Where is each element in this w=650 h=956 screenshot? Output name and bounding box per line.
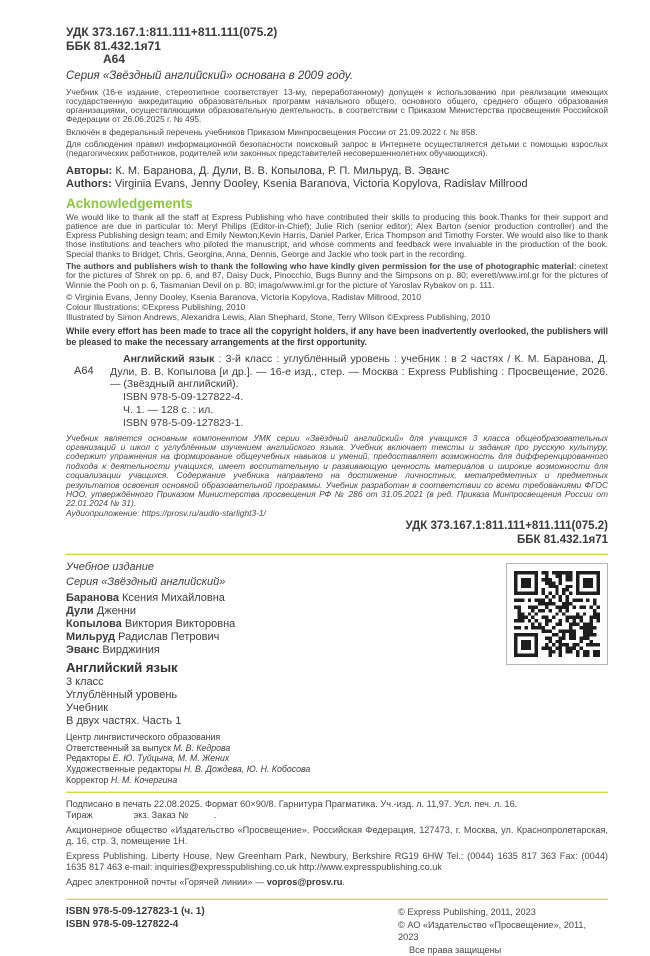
edition-kind: Учебное издание bbox=[66, 561, 154, 574]
hotline-period: . bbox=[342, 877, 345, 888]
credit-role: Редакторы bbox=[66, 753, 113, 764]
footer-section bbox=[66, 906, 608, 956]
qr-code bbox=[506, 563, 608, 665]
bibliographic-codes bbox=[66, 26, 608, 67]
authors-block bbox=[66, 165, 608, 191]
print-info-line: Подписано в печать 22.08.2025. Формат 60×90/8. Гарнитура Прагматика. Уч.-изд. л. 11,97. Усл. печ. л. 16. bbox=[66, 799, 518, 810]
footer-isbn-full: ISBN 978-5-09-127822-4 bbox=[66, 918, 179, 930]
photo-permission-paragraph bbox=[66, 262, 608, 290]
print-run-line: Тираж экз. Заказ № . bbox=[66, 810, 217, 821]
author-surname: Баранова bbox=[66, 592, 119, 605]
bbk-code: ББК 81.432.1я71 bbox=[66, 38, 161, 53]
hotline-label: Адрес электронной почты «Горячей линии» — bbox=[66, 877, 267, 888]
author-name: Дженни bbox=[93, 605, 136, 618]
catalog-lead bbox=[110, 353, 608, 391]
credit-role: Ответственный за выпуск bbox=[66, 742, 174, 753]
credit-line bbox=[66, 743, 608, 754]
divider-rule-3 bbox=[66, 898, 608, 900]
authors-ru-label: Авторы: bbox=[66, 164, 113, 177]
divider-rule-2 bbox=[66, 791, 608, 793]
book-grade: 3 класс bbox=[66, 676, 104, 689]
catalog-title: Английский язык bbox=[123, 352, 215, 365]
catalog-isbn-1: ISBN 978-5-09-127822-4. bbox=[123, 391, 244, 404]
bbk-code-bottom: ББК 81.432.1я71 bbox=[516, 533, 608, 546]
book-title: Английский язык bbox=[66, 660, 178, 676]
footer-copyright-prosv: © АО «Издательство «Просвещение», 2011, 2023 bbox=[398, 919, 587, 943]
audio-app-line: Аудиоприложение: https://prosv.ru/audio-starlight3-1/ bbox=[66, 507, 266, 518]
hotline-line bbox=[66, 877, 608, 888]
authors-ru-line bbox=[66, 165, 608, 178]
publisher-address-line: Акционерное общество «Издательство «Просвещение». Российская Федерация, 127473, г. Москва, ул. Краснопролетарская, д. 16, стр. 3, помещение 1Н. bbox=[66, 825, 608, 847]
udk-bbk-right bbox=[66, 520, 608, 547]
info-safety-paragraph: Для соблюдения правил информационной безопасности поисковый запрос в Интернете осуществляется детьми с помощью взрослых (педагогических работников, родителей или законных представителей несовершеннолетних обучающихся). bbox=[66, 138, 608, 159]
edition-section bbox=[66, 555, 608, 785]
footer-isbn-part: ISBN 978-5-09-127823-1 (ч. 1) bbox=[66, 906, 205, 918]
catalog-isbn-2: ISBN 978-5-09-127823-1. bbox=[123, 416, 244, 429]
author-surname: Эванс bbox=[66, 644, 100, 657]
credit-role: Корректор bbox=[66, 774, 111, 785]
series-founded-line: Серия «Звёздный английский» основана в 2009 году. bbox=[66, 69, 353, 82]
photo-permission-rest: cinetext for the pictures of Shrek on pp. 6, and 87, Daisy Duck, Pinocchio, Bugs Bunny and the Simpsons on p. 80; everett/www.iml.gr for the pictures of Winnie the Pooh on p. 6, Tasmanian Devil on p. 80; imago/www.iml.gr for the picture of Yaroslav Rybakov on p. 111. bbox=[66, 261, 608, 290]
credit-names: Е. Ю. Туйцына, М. М. Жених bbox=[112, 753, 230, 764]
copyright-notice: While every effort has been made to trace all the copyright holders, if any have been inadvertently overlooked, the publishers will be pleased to make the necessary arrangements at the first opportunity. bbox=[66, 326, 608, 347]
authors-ru-names: К. М. Баранова, Д. Дули, В. В. Копылова, Р. П. Мильруд, В. Эванс bbox=[112, 164, 450, 177]
credit-line bbox=[66, 764, 608, 775]
credit-role: Художественные редакторы bbox=[66, 763, 184, 774]
copyright-lines bbox=[66, 293, 608, 322]
qr-code-pattern bbox=[514, 571, 600, 662]
book-type: Учебник bbox=[66, 702, 109, 715]
footer-copyright-express: © Express Publishing, 2011, 2023 bbox=[398, 907, 536, 918]
edition-approval-paragraph: Учебник (16-е издание, стереотипное соответствует 13-му, переработанному) допущен к использованию при реализации имеющих государственную аккредитацию образовательных программ начального общего, основного общего, среднего общего образования организациями, осуществляющими образовательную деятельность, в соответствии с Приказом Министерства просвещения Российской Федерации от 26.06.2025 г. № 495. bbox=[66, 86, 608, 125]
copyright-authors-line: © Virginia Evans, Jenny Dooley, Ksenia Baranova, Victoria Kopylova, Radislav Millrood, 2010 bbox=[66, 291, 422, 302]
author-name: Ксения Михайловна bbox=[118, 592, 225, 605]
udk-code: УДК 373.167.1:811.111+811.111(075.2) bbox=[66, 25, 278, 39]
author-surname: Копылова bbox=[66, 618, 122, 631]
imprint-section bbox=[66, 799, 608, 888]
photo-permission-lead: The authors and publishers wish to thank the following who have kindly given permission for the use of photographic material: bbox=[66, 261, 577, 272]
book-level: Углублённый уровень bbox=[66, 689, 178, 702]
annotation-paragraph: Учебник является основным компонентом УМК серии «Звёздный английский» для учащихся 3 класса общеобразовательных организаций и школ с углублённым изучением английского языка. Учебник включает тексты и задания про русскую культуру, содержит упражнения на формирование общеучебных навыков и умений, предоставляет возможность для дифференцированного подхода к деятельности учащихся, имеет воспитательную и развивающую ценность материалов и широкие возможности для социализации учащихся. Содержание учебника направлено на достижение личностных, метапредметных и предметных результатов освоения основной образовательной программы. Учебник разработан в соответствии со всеми требованиями ФГОС НОО, утверждённого Приказом Министерства просвещения РФ № 286 от 31.05.2021 (в ред. Приказа Минпросвещения России от 22.01.2024 № 31). bbox=[66, 432, 608, 509]
catalog-entry bbox=[66, 353, 608, 430]
catalog-part-line: Ч. 1. — 128 с. : ил. bbox=[123, 403, 214, 416]
credit-names: М. В. Кедрова bbox=[173, 742, 231, 753]
credit-line bbox=[66, 753, 608, 764]
catalog-body bbox=[110, 353, 608, 430]
linguistic-center-line: Центр лингвистического образования bbox=[66, 732, 221, 743]
edition-series: Серия «Звёздный английский» bbox=[66, 576, 226, 589]
footer-copyright-block bbox=[398, 906, 608, 956]
acknowledgements-heading: Acknowledgements bbox=[66, 195, 193, 211]
credit-names: Н. В. Дождева, Ю. Н. Кобосова bbox=[183, 763, 311, 774]
hotline-email: vopros@prosv.ru bbox=[266, 877, 343, 888]
author-surname: Дули bbox=[66, 605, 94, 618]
credit-line bbox=[66, 775, 608, 786]
author-name: Радислав Петрович bbox=[115, 631, 220, 644]
catalog-letter-code: А64 bbox=[103, 52, 126, 66]
credit-names: Н. М. Кочергина bbox=[110, 774, 178, 785]
book-parts: В двух частях. Часть 1 bbox=[66, 715, 182, 728]
author-name: Вирджиния bbox=[99, 644, 160, 657]
authors-en-names: Virginia Evans, Jenny Dooley, Ksenia Baranova, Victoria Kopylova, Radislav Millrood bbox=[111, 177, 528, 190]
copyright-illustrations-line: Colour Illustrations: ©Express Publishing, 2010 bbox=[66, 301, 246, 312]
catalog-code: А64 bbox=[74, 365, 94, 378]
acknowledgements-paragraph: We would like to thank all the staff at Express Publishing who have contributed their skills to producing this book.Thanks for their support and patience are due in particular to: Meryl Philips (Editor-in-Chief); Julie Rich (senior editor); Alex Barton (senior production controller) and the Express Publishing design team; and Emily Newton,Kevin Harris, Daniel Parker, Erica Thompson and Timothy Forster. We would also like to thank those institutions and teachers who piloted the manuscript, and whose comments and feedback were invaluable in the production of the book. Special thanks to Bridget, Chris, Georgina, Anna, Dennis, George and Jackie who took part in the recording. bbox=[66, 211, 608, 259]
federal-list-paragraph: Включён в федеральный перечень учебников Приказом Минпросвещения России от 21.09.2022 г. № 858. bbox=[66, 126, 478, 137]
express-publishing-address-line: Express Publishing. Liberty House, New Greenham Park, Newbury, Berkshire RG19 6HW Tel.: (0044) 1635 817 363 Fax: (0044) 1635 817 463 e-mail: inquiries@expresspublishing.co.uk http://www.expresspublishing.co.uk bbox=[66, 851, 608, 873]
authors-en-label: Authors: bbox=[66, 177, 112, 190]
authors-en-line bbox=[66, 178, 608, 191]
author-surname: Мильруд bbox=[66, 631, 116, 644]
udk-code-bottom: УДК 373.167.1:811.111+811.111(075.2) bbox=[405, 520, 608, 533]
footer-rights-reserved: Все права защищены bbox=[409, 944, 502, 955]
copyright-illustrators-line: Illustrated by Simon Andrews, Alexandra Lewis, Alan Shephard, Stone, Terry Wilson ©Express Publishing, 2010 bbox=[66, 311, 491, 322]
author-name: Виктория Викторовна bbox=[121, 618, 236, 631]
footer-isbn-block bbox=[66, 906, 205, 956]
catalog-description: : 3-й класс : углублённый уровень : учебник : в 2 частях / К. М. Баранова, Д. Дули, В. В. Копылова [и др.]. — 16-е изд., стер. — Москва : Express Publishing : Просвещение, 2026. — (Звёздный английский). bbox=[110, 352, 608, 391]
